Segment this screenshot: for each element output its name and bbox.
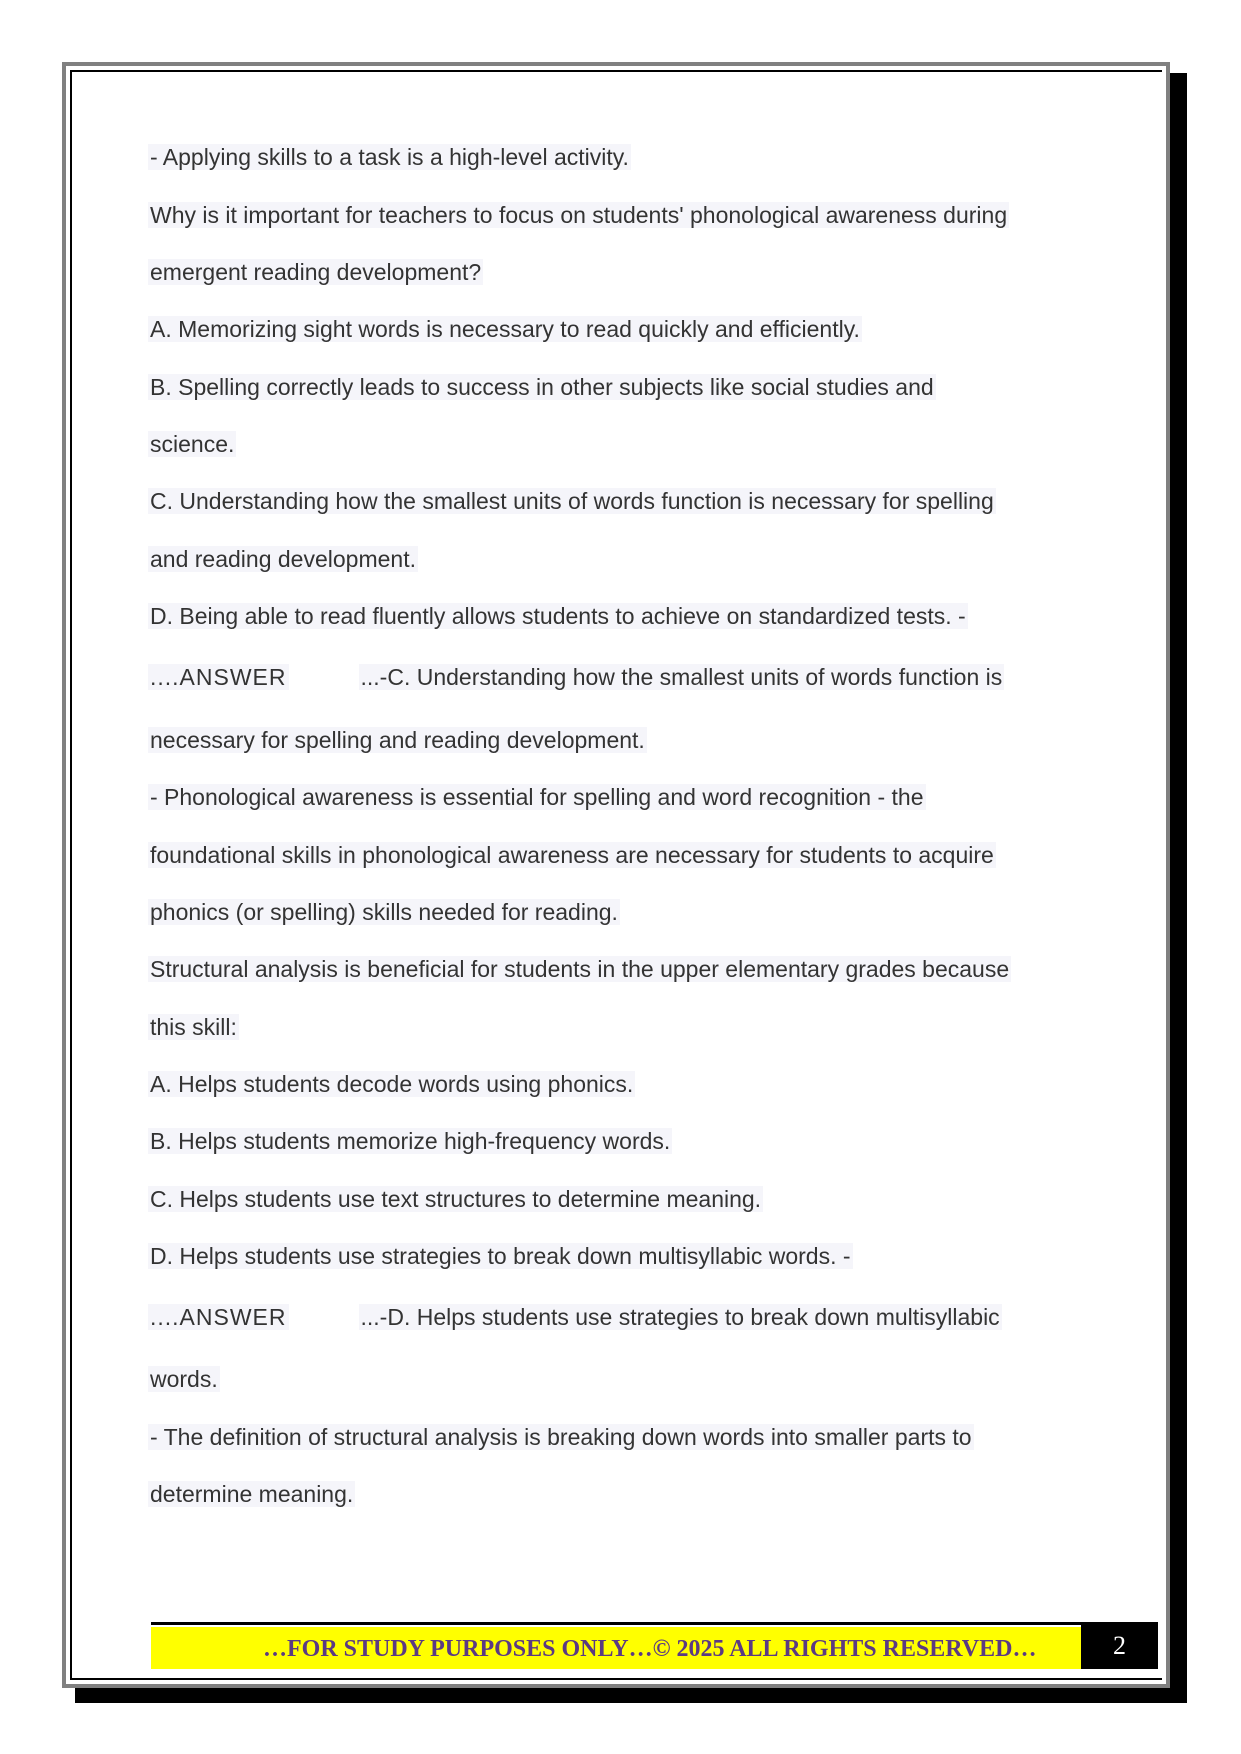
page-number: 2 (1081, 1622, 1158, 1669)
option-line: C. Helps students use text structures to determine meaning. (150, 1186, 762, 1212)
answer-text: ...-D. Helps students use strategies to break down multisyllabic (360, 1304, 1000, 1330)
answer-text: ...-C. Understanding how the smallest units of words function is (360, 664, 1003, 690)
text-line: phonics (or spelling) skills needed for reading. (150, 899, 618, 925)
option-line: B. Helps students memorize high-frequency words. (150, 1128, 671, 1154)
answer-line (148, 1300, 1002, 1334)
text-line: necessary for spelling and reading development. (150, 727, 645, 753)
text-line: - Phonological awareness is essential for spelling and word recognition - the (150, 784, 924, 810)
option-line: D. Being able to read fluently allows students to achieve on standardized tests. - (150, 603, 966, 629)
footer-copyright: …FOR STUDY PURPOSES ONLY…© 2025 ALL RIGHTS RESERVED… (263, 1636, 1037, 1662)
answer-line (148, 660, 1004, 694)
option-line: and reading development. (150, 546, 416, 572)
footer-rule (151, 1622, 1081, 1625)
option-line: A. Helps students decode words using phonics. (150, 1071, 634, 1097)
question-line: this skill: (150, 1014, 237, 1040)
answer-label: ....ANSWER (150, 664, 287, 690)
answer-label: ....ANSWER (150, 1304, 287, 1330)
question-line: Why is it important for teachers to focus on students' phonological awareness during (150, 202, 1008, 228)
text-line: - The definition of structural analysis is breaking down words into smaller parts to (150, 1424, 972, 1450)
question-line: emergent reading development? (150, 259, 482, 285)
option-line: C. Understanding how the smallest units of words function is necessary for spelling (150, 488, 994, 514)
option-line: science. (150, 431, 235, 457)
option-line: A. Memorizing sight words is necessary to read quickly and efficiently. (150, 316, 860, 342)
option-line: D. Helps students use strategies to break down multisyllabic words. - (150, 1243, 851, 1269)
text-line: - Applying skills to a task is a high-level activity. (150, 144, 629, 170)
text-line: determine meaning. (150, 1481, 354, 1507)
option-line: B. Spelling correctly leads to success in other subjects like social studies and (150, 374, 934, 400)
question-line: Structural analysis is beneficial for students in the upper elementary grades because (150, 956, 1010, 982)
text-line: words. (150, 1366, 218, 1392)
text-line: foundational skills in phonological awareness are necessary for students to acquire (150, 842, 994, 868)
